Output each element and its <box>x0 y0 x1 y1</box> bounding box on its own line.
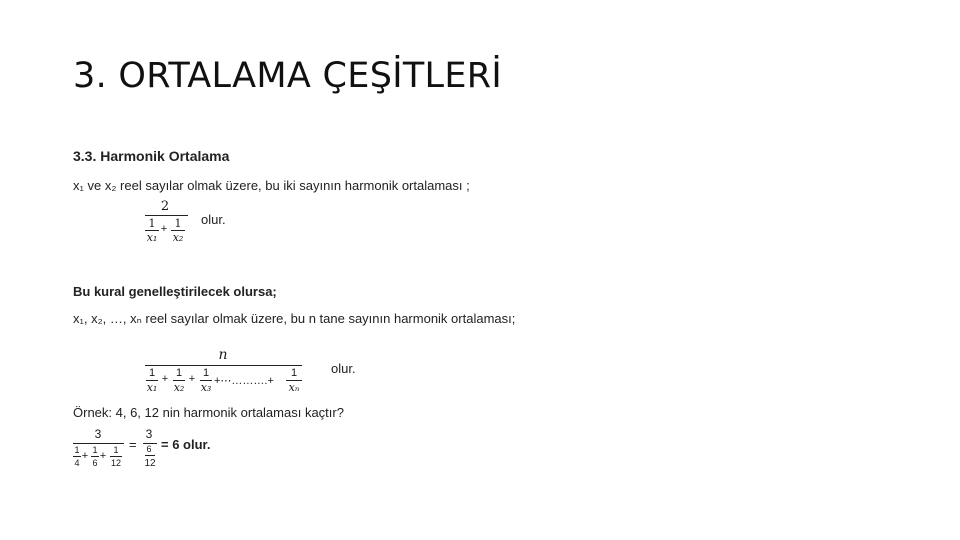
formula3-den-1: 4 <box>74 458 80 468</box>
formula2-one-1: 1 <box>148 367 156 379</box>
formula3-one-2: 1 <box>92 445 98 455</box>
formula1-main-bar <box>145 215 188 216</box>
formula1-numerator: 2 <box>160 199 170 214</box>
formula2-den-3: x₃ <box>200 381 212 394</box>
formula2-den-2: x₂ <box>173 381 185 394</box>
formula2-one-2: 1 <box>175 367 183 379</box>
formula3-plus-2: + <box>99 450 107 462</box>
formula3-main-bar <box>73 443 124 444</box>
general-text: x₁, x₂, …, xₙ reel sayılar olmak üzere, bu n tane sayının harmonik ortalaması; <box>73 311 516 326</box>
intro-x1: x₁ <box>73 178 84 193</box>
formula3-bar-3 <box>110 456 122 457</box>
formula3-den-2: 6 <box>92 458 98 468</box>
formula1-one-b: 1 <box>174 217 182 230</box>
formula2-one-3: 1 <box>202 367 210 379</box>
formula2-last-one: 1 <box>290 367 298 379</box>
example-text: Örnek: 4, 6, 12 nin harmonik ortalaması kaçtır? <box>73 405 344 420</box>
formula3-equals: = <box>129 437 137 452</box>
formula1-den-b: x₂ <box>172 231 184 244</box>
formula2-plus-1: + <box>161 373 169 385</box>
intro-rest: reel sayılar olmak üzere, bu iki sayının harmonik ortalaması ; <box>120 178 470 193</box>
formula2-last-den: xₙ <box>288 381 300 394</box>
formula3-rhs-numerator: 3 <box>145 427 153 441</box>
formula3-result: = 6 olur. <box>161 437 211 452</box>
formula3-plus-1: + <box>81 450 89 462</box>
formula3-rhs-inner-num: 6 <box>146 444 152 454</box>
formula2-main-bar <box>145 365 302 366</box>
formula2-numerator: n <box>218 347 228 363</box>
formula3-rhs-inner-bar <box>145 455 155 456</box>
section-heading: 3.3. Harmonik Ortalama <box>73 148 230 164</box>
formula3-den-3: 12 <box>110 458 121 468</box>
intro-x2: x₂ <box>104 178 117 193</box>
formula3-one-3: 1 <box>113 445 119 455</box>
formula2-den-1: x₁ <box>146 381 158 394</box>
generalize-text: Bu kural genelleştirilecek olursa; <box>73 284 277 299</box>
formula2-suffix: olur. <box>331 361 356 376</box>
formula3-numerator: 3 <box>94 427 102 441</box>
formula1-plus: + <box>160 223 168 235</box>
intro-line <box>73 178 470 193</box>
slide-title: 3. ORTALAMA ÇEŞİTLERİ <box>73 56 502 96</box>
formula2-dots: +⋯……….+ <box>214 375 274 387</box>
formula2-plus-2: + <box>188 373 196 385</box>
formula1-one-a: 1 <box>148 217 156 230</box>
formula3-rhs-inner-den: 12 <box>144 458 156 469</box>
intro-ve: ve <box>87 178 102 193</box>
formula1-den-a: x₁ <box>146 231 158 244</box>
formula1-suffix: olur. <box>201 212 226 227</box>
formula3-one-1: 1 <box>74 445 80 455</box>
